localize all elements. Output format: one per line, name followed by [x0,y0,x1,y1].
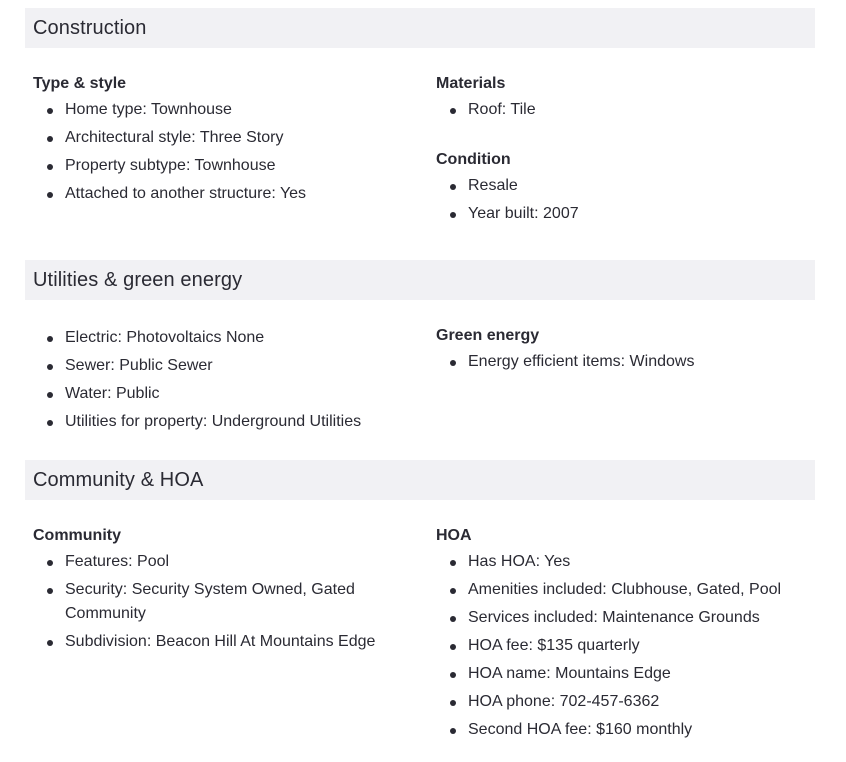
list-item: Has HOA: Yes [436,550,798,574]
construction-section-header[interactable] [25,8,815,48]
list-item: Home type: Townhouse [33,98,395,122]
materials-title: Materials [436,75,506,92]
list-item: Services included: Maintenance Grounds [436,606,798,630]
construction-section-title: Construction [33,16,147,39]
condition-list [436,174,806,226]
utilities-group [33,326,403,438]
list-item: Features: Pool [33,550,395,574]
list-item: Subdivision: Beacon Hill At Mountains Edge [33,630,395,654]
list-item: Year built: 2007 [436,202,798,226]
list-item: Utilities for property: Underground Utilities [33,410,395,434]
list-item: Second HOA fee: $160 monthly [436,718,798,742]
list-item: Electric: Photovoltaics None [33,326,395,350]
list-item: Energy efficient items: Windows [436,350,798,374]
utilities-section-title: Utilities & green energy [33,268,243,291]
materials-list [436,98,806,122]
community-group [33,524,403,658]
list-item: Attached to another structure: Yes [33,182,395,206]
community-title: Community [33,527,121,544]
list-item: HOA fee: $135 quarterly [436,634,798,658]
list-item: Amenities included: Clubhouse, Gated, Pool [436,578,798,602]
type-style-group [33,72,403,210]
community-hoa-section-header[interactable] [25,460,815,500]
type-style-title: Type & style [33,75,127,92]
utilities-section-header[interactable] [25,260,815,300]
hoa-list [436,550,806,742]
list-item: Sewer: Public Sewer [33,354,395,378]
list-item: Security: Security System Owned, Gated Community [33,578,395,626]
hoa-title: HOA [436,527,472,544]
list-item: Roof: Tile [436,98,798,122]
list-item: Architectural style: Three Story [33,126,395,150]
list-item: HOA name: Mountains Edge [436,662,798,686]
utilities-list [33,326,403,434]
community-list [33,550,403,654]
list-item: HOA phone: 702-457-6362 [436,690,798,714]
green-energy-group [436,324,806,378]
green-energy-list [436,350,806,374]
materials-condition-group [436,72,806,230]
list-item: Property subtype: Townhouse [33,154,395,178]
type-style-list [33,98,403,206]
condition-title: Condition [436,151,511,168]
list-item: Resale [436,174,798,198]
community-hoa-section-title: Community & HOA [33,468,204,491]
green-energy-title: Green energy [436,327,540,344]
list-item: Water: Public [33,382,395,406]
hoa-group [436,524,806,746]
